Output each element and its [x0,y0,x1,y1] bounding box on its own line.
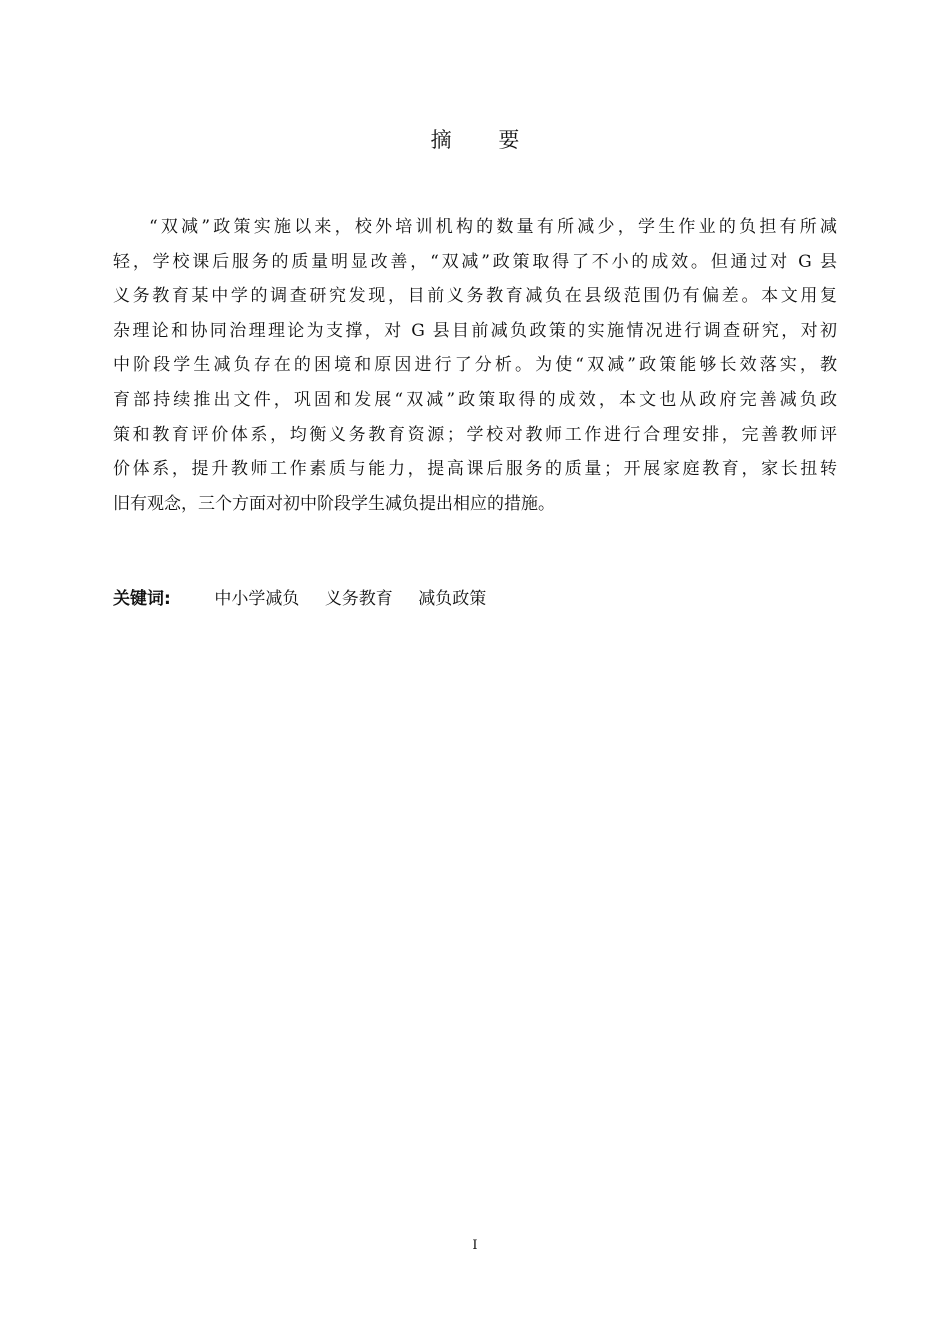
abstract-line: 价体系，提升教师工作素质与能力，提高课后服务的质量；开展家庭教育，家长扭转 [113,459,837,480]
abstract-line: “双减”政策实施以来，校外培训机构的数量有所减少，学生作业的负担有所减 [149,217,837,237]
keyword: 中小学减负 [214,589,300,609]
abstract-line: 策和教育评价体系，均衡义务教育资源；学校对教师工作进行合理安排，完善教师评 [113,424,837,445]
keyword: 义务教育 [324,589,393,609]
abstract-line: 轻，学校课后服务的质量明显改善，“双减”政策取得了不小的成效。但通过对 G 县 [113,251,837,272]
abstract-line: 杂理论和协同治理理论为支撑，对 G 县目前减负政策的实施情况进行调查研究，对初 [113,320,837,341]
keywords-row [113,586,506,612]
abstract-line: 义务教育某中学的调查研究发现，目前义务教育减负在县级范围仍有偏差。本文用复 [113,286,837,307]
keyword: 减负政策 [418,589,487,609]
abstract-body [113,210,837,521]
abstract-line: 旧有观念，三个方面对初中阶段学生减负提出相应的措施。 [113,493,555,514]
abstract-line: 育部持续推出文件，巩固和发展“双减”政策取得的成效，本文也从政府完善减负政 [113,389,837,410]
abstract-line: 中阶段学生减负存在的困境和原因进行了分析。为使“双减”政策能够长效落实，教 [113,355,837,376]
abstract-title: 摘 要 [430,128,540,152]
keywords-label: 关键词: [113,589,171,609]
page-number: I [472,1238,478,1253]
